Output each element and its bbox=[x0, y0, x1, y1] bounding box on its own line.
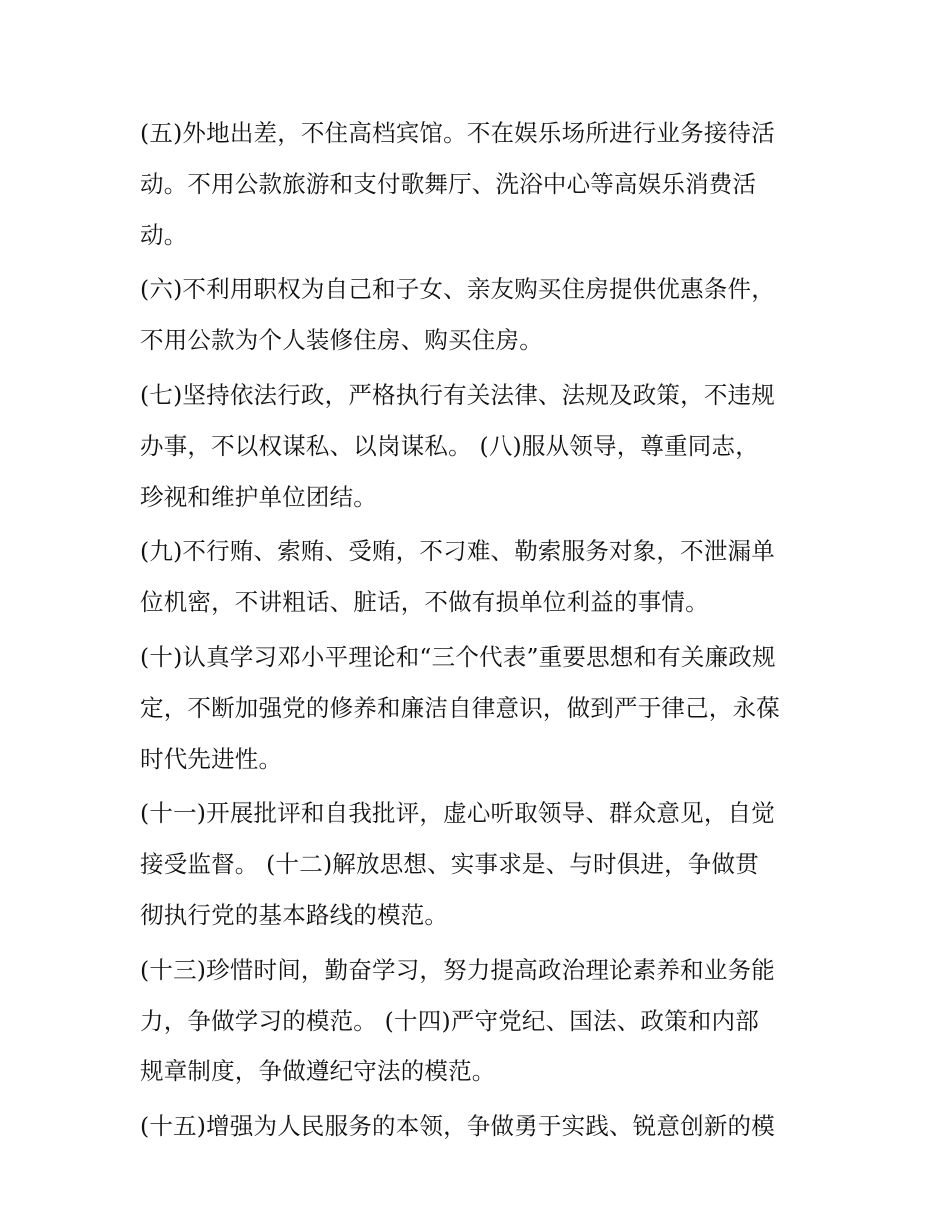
paragraph-line: (六)不利用职权为自己和子女、亲友购买住房提供优惠条件， bbox=[140, 275, 775, 304]
paragraph-5 bbox=[140, 108, 820, 260]
paragraph-6 bbox=[140, 264, 820, 366]
paragraph-13-14 bbox=[140, 945, 820, 1097]
paragraph-15 bbox=[140, 1101, 820, 1152]
paragraph-10 bbox=[140, 632, 820, 784]
paragraph-line: 力，争做学习的模范。 (十四)严守党纪、国法、政策和内部 bbox=[140, 1006, 759, 1035]
paragraph-line: (十三)珍惜时间，勤奋学习，努力提高政治理论素养和业务能 bbox=[140, 955, 775, 984]
paragraph-line: 时代先进性。 bbox=[140, 744, 283, 773]
paragraph-line: (五)外地出差，不住高档宾馆。不在娱乐场所进行业务接待活 bbox=[140, 119, 775, 147]
paragraph-line: 彻执行党的基本路线的模范。 bbox=[140, 900, 449, 929]
paragraph-line: (七)坚持依法行政，严格执行有关法律、法规及政策，不违规 bbox=[140, 380, 775, 409]
paragraph-line: 珍视和维护单位团结。 bbox=[140, 482, 377, 511]
paragraph-line: 动。 bbox=[140, 220, 188, 249]
paragraph-line: (九)不行贿、索贿、受贿，不刁难、勒索服务对象，不泄漏单 bbox=[140, 537, 775, 566]
paragraph-line: (十五)增强为人民服务的本领，争做勇于实践、锐意创新的模 bbox=[140, 1112, 775, 1141]
paragraph-line: 不用公款为个人装修住房、购买住房。 bbox=[140, 326, 543, 355]
paragraph-line: 定，不断加强党的修养和廉洁自律意识，做到严于律己，永葆 bbox=[140, 693, 780, 722]
paragraph-line: (十一)开展批评和自我批评，虚心听取领导、群众意见，自觉 bbox=[140, 799, 775, 828]
paragraph-line: 动。不用公款旅游和支付歌舞厅、洗浴中心等高娱乐消费活 bbox=[140, 169, 757, 198]
paragraph-line: 规章制度，争做遵纪守法的模范。 bbox=[140, 1057, 496, 1086]
paragraph-line: 位机密，不讲粗话、脏话，不做有损单位利益的事情。 bbox=[140, 588, 709, 617]
paragraph-9 bbox=[140, 526, 820, 628]
paragraph-11-12 bbox=[140, 788, 820, 940]
paragraph-line: 办事，不以权谋私、以岗谋私。 (八)服从领导，尊重同志， bbox=[140, 431, 759, 460]
paragraph-line: (十)认真学习邓小平理论和“三个代表”重要思想和有关廉政规 bbox=[140, 642, 776, 671]
paragraph-line: 接受监督。 (十二)解放思想、实事求是、与时俱进，争做贯 bbox=[140, 850, 759, 879]
document-body bbox=[140, 108, 820, 1156]
paragraph-7-8 bbox=[140, 370, 820, 522]
